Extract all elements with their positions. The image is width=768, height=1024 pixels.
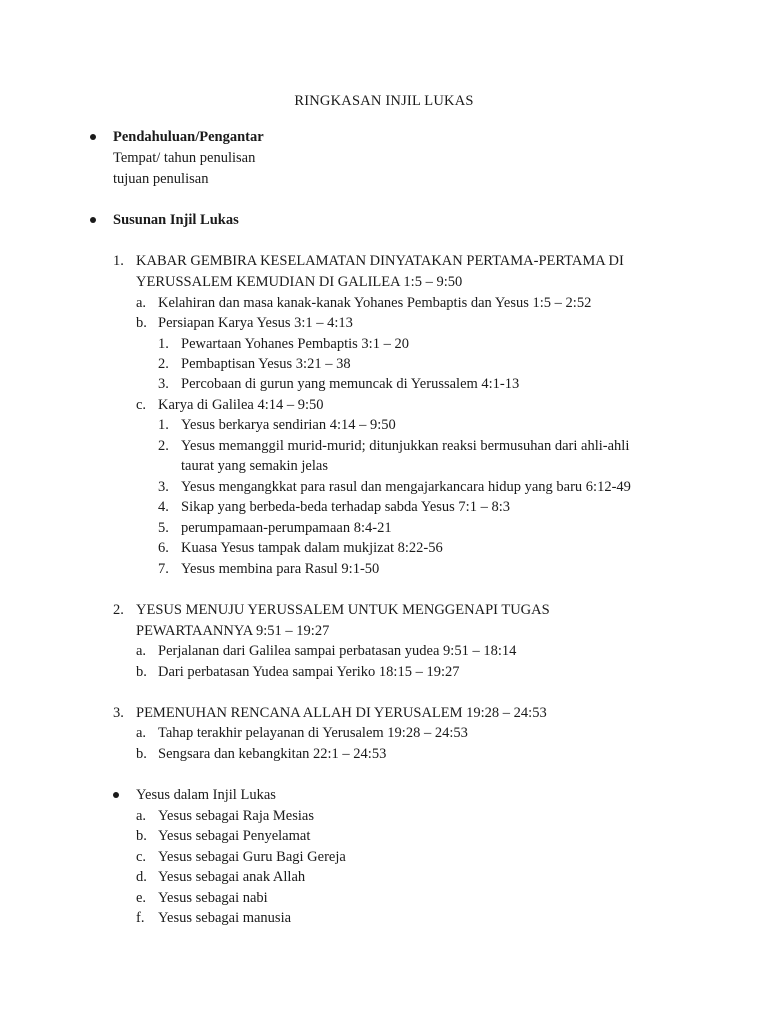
subitem-text: Yesus membina para Rasul 9:1-50 <box>181 561 380 577</box>
subitem-text-continued: taurat yang semakin jelas <box>181 458 328 474</box>
bullet-icon <box>113 792 119 798</box>
section-heading: PEWARTAANNYA 9:51 – 19:27 <box>136 623 330 639</box>
structure-heading: Susunan Injil Lukas <box>113 212 239 228</box>
subitem-label: 2. <box>158 356 169 372</box>
item-text: Kelahiran dan masa kanak-kanak Yohanes Pembaptis dan Yesus 1:5 – 2:52 <box>158 295 592 311</box>
section-heading: YERUSSALEM KEMUDIAN DI GALILEA 1:5 – 9:50 <box>136 274 463 290</box>
subitem-text: Yesus berkarya sendirian 4:14 – 9:50 <box>181 417 396 433</box>
intro-line: tujuan penulisan <box>113 171 209 187</box>
list-item: Yesus sebagai nabi <box>158 890 268 906</box>
subitem-label: 1. <box>158 336 169 352</box>
intro-line: Tempat/ tahun penulisan <box>113 150 256 166</box>
subitem-text: Pembaptisan Yesus 3:21 – 38 <box>181 356 351 372</box>
section-heading: PEMENUHAN RENCANA ALLAH DI YERUSALEM 19:28 – 24:53 <box>136 705 547 721</box>
item-label: b. <box>136 746 147 762</box>
subitem-text: Percobaan di gurun yang memuncak di Yerussalem 4:1-13 <box>181 376 520 392</box>
document-title: RINGKASAN INJIL LUKAS <box>294 93 474 109</box>
item-label: c. <box>136 397 147 413</box>
intro-heading: Pendahuluan/Pengantar <box>113 129 264 145</box>
list-label: b. <box>136 828 147 844</box>
subitem-label: 7. <box>158 561 169 577</box>
list-label: e. <box>136 890 147 906</box>
subitem-label: 6. <box>158 540 169 556</box>
item-label: a. <box>136 643 147 659</box>
subitem-text: Sikap yang berbeda-beda terhadap sabda Yesus 7:1 – 8:3 <box>181 499 510 515</box>
item-text: Dari perbatasan Yudea sampai Yeriko 18:15 – 19:27 <box>158 664 460 680</box>
item-text: Sengsara dan kebangkitan 22:1 – 24:53 <box>158 746 387 762</box>
list-label: c. <box>136 849 147 865</box>
list-label: d. <box>136 869 147 885</box>
section-number: 2. <box>113 602 124 618</box>
subitem-label: 4. <box>158 499 169 515</box>
section-heading: YESUS MENUJU YERUSSALEM UNTUK MENGGENAPI TUGAS <box>136 602 550 618</box>
subitem-label: 2. <box>158 438 169 454</box>
item-text: Persiapan Karya Yesus 3:1 – 4:13 <box>158 315 353 331</box>
list-item: Yesus sebagai Guru Bagi Gereja <box>158 849 346 865</box>
subitem-text: Yesus mengangkkat para rasul dan mengajarkancara hidup yang baru 6:12-49 <box>181 479 631 495</box>
subitem-text: Yesus memanggil murid-murid; ditunjukkan reaksi bermusuhan dari ahli-ahli <box>181 438 630 454</box>
item-label: b. <box>136 315 147 331</box>
jesus-heading: Yesus dalam Injil Lukas <box>136 787 276 803</box>
list-item: Yesus sebagai anak Allah <box>158 869 306 885</box>
item-label: a. <box>136 295 147 311</box>
subitem-label: 1. <box>158 417 169 433</box>
subitem-text: Pewartaan Yohanes Pembaptis 3:1 – 20 <box>181 336 409 352</box>
list-label: a. <box>136 808 147 824</box>
item-text: Tahap terakhir pelayanan di Yerusalem 19:28 – 24:53 <box>158 725 468 741</box>
list-item: Yesus sebagai manusia <box>158 910 292 926</box>
item-text: Karya di Galilea 4:14 – 9:50 <box>158 397 324 413</box>
list-label: f. <box>136 910 145 926</box>
item-text: Perjalanan dari Galilea sampai perbatasan yudea 9:51 – 18:14 <box>158 643 517 659</box>
subitem-label: 3. <box>158 479 169 495</box>
subitem-label: 3. <box>158 376 169 392</box>
subitem-text: perumpamaan-perumpamaan 8:4-21 <box>181 520 392 536</box>
subitem-text: Kuasa Yesus tampak dalam mukjizat 8:22-56 <box>181 540 443 556</box>
list-item: Yesus sebagai Raja Mesias <box>158 808 314 824</box>
item-label: b. <box>136 664 147 680</box>
list-item: Yesus sebagai Penyelamat <box>158 828 311 844</box>
section-number: 1. <box>113 253 124 269</box>
bullet-icon <box>90 134 96 140</box>
bullet-icon <box>90 217 96 223</box>
item-label: a. <box>136 725 147 741</box>
subitem-label: 5. <box>158 520 169 536</box>
section-heading: KABAR GEMBIRA KESELAMATAN DINYATAKAN PERTAMA-PERTAMA DI <box>136 253 624 269</box>
section-number: 3. <box>113 705 124 721</box>
